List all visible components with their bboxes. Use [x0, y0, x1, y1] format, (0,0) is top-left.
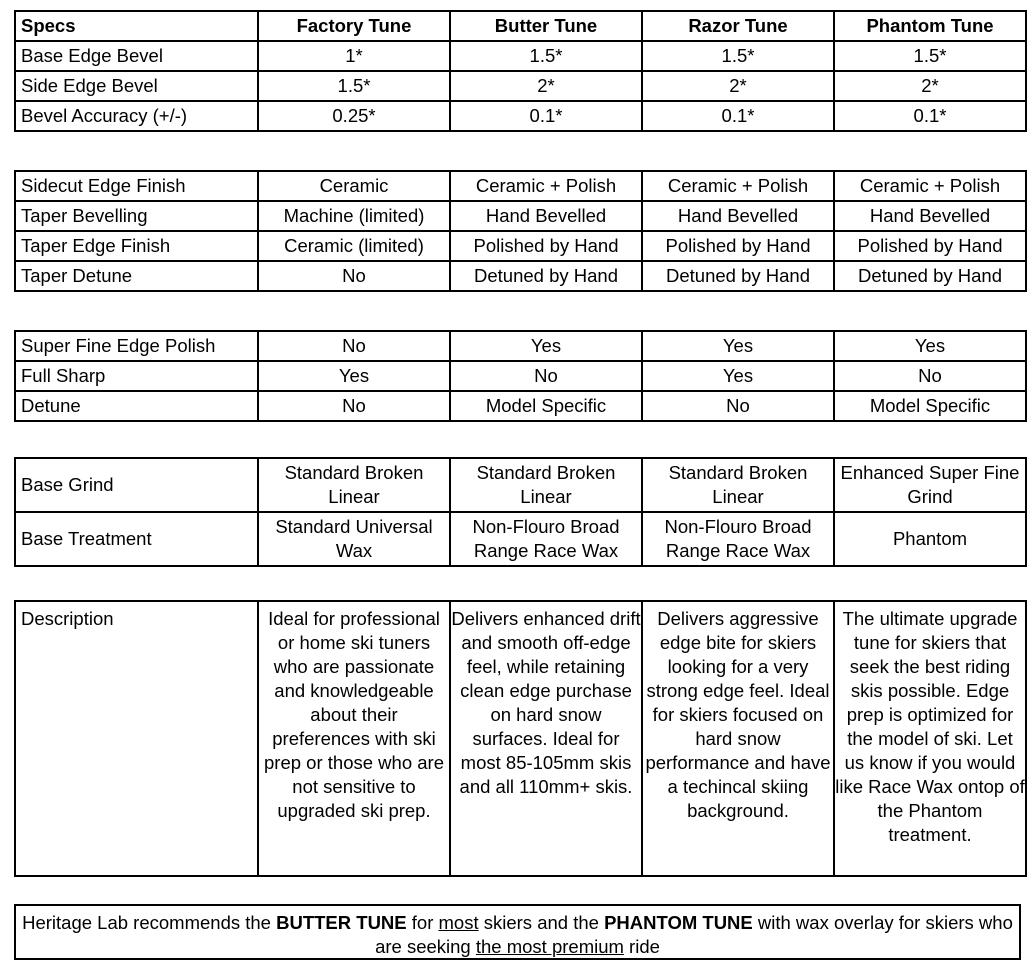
cell: Yes: [642, 331, 834, 361]
row-label: Detune: [15, 391, 258, 421]
cell: 0.1*: [450, 101, 642, 131]
cell: Model Specific: [450, 391, 642, 421]
cell: Machine (limited): [258, 201, 450, 231]
cell: Model Specific: [834, 391, 1026, 421]
row-label: Base Treatment: [15, 512, 258, 566]
cell: 2*: [834, 71, 1026, 101]
cell: Standard Broken Linear: [258, 458, 450, 512]
cell: Hand Bevelled: [834, 201, 1026, 231]
cell: Polished by Hand: [642, 231, 834, 261]
cell: 2*: [642, 71, 834, 101]
row-label: Taper Edge Finish: [15, 231, 258, 261]
cell: Standard Broken Linear: [450, 458, 642, 512]
table-row: [15, 101, 1026, 131]
cell: Hand Bevelled: [642, 201, 834, 231]
table-row: [15, 261, 1026, 291]
specs-table: [14, 10, 1027, 132]
cell: Ceramic + Polish: [642, 171, 834, 201]
cell: 2*: [450, 71, 642, 101]
cell: Yes: [834, 331, 1026, 361]
note-butter-tune: BUTTER TUNE: [276, 912, 407, 933]
table-row: [15, 231, 1026, 261]
specs-header: Specs: [15, 11, 258, 41]
note-text: ride: [623, 936, 660, 957]
cell: Detuned by Hand: [834, 261, 1026, 291]
cell: 0.25*: [258, 101, 450, 131]
note-most-premium: the most premium: [475, 936, 624, 957]
cell: Ceramic + Polish: [834, 171, 1026, 201]
cell: Non-Flouro Broad Range Race Wax: [642, 512, 834, 566]
cell: No: [642, 391, 834, 421]
table-row: [15, 201, 1026, 231]
note-text: for: [406, 912, 439, 933]
cell: Phantom: [834, 512, 1026, 566]
edge-finish-table: [14, 170, 1027, 292]
note-text: skiers and the: [478, 912, 605, 933]
row-label: Full Sharp: [15, 361, 258, 391]
cell: Enhanced Super Fine Grind: [834, 458, 1026, 512]
polish-table: [14, 330, 1027, 422]
cell: 1.5*: [450, 41, 642, 71]
table-row: [15, 171, 1026, 201]
row-label: Side Edge Bevel: [15, 71, 258, 101]
note-text: Heritage Lab recommends the: [22, 912, 277, 933]
table-row: [15, 391, 1026, 421]
cell: 1.5*: [834, 41, 1026, 71]
table-row: [15, 361, 1026, 391]
description-table: [14, 600, 1027, 877]
row-label: Description: [15, 601, 258, 876]
note-most: most: [438, 912, 479, 933]
cell: Standard Broken Linear: [642, 458, 834, 512]
cell: Non-Flouro Broad Range Race Wax: [450, 512, 642, 566]
description-cell: Ideal for professional or home ski tuners who are passionate and knowledgeable about their preferences with ski prep or those who are not sensitive to upgraded ski prep.: [258, 601, 450, 876]
cell: Hand Bevelled: [450, 201, 642, 231]
cell: No: [258, 331, 450, 361]
cell: 0.1*: [834, 101, 1026, 131]
cell: Detuned by Hand: [642, 261, 834, 291]
table-row: [15, 41, 1026, 71]
tune-header-butter: Butter Tune: [450, 11, 642, 41]
description-cell: The ultimate upgrade tune for skiers that seek the best riding skis possible. Edge prep is optimized for the model of ski. Let us know if you would like Race Wax ontop of the Phantom treatment.: [834, 601, 1026, 876]
cell: Polished by Hand: [450, 231, 642, 261]
cell: No: [834, 361, 1026, 391]
tune-header-razor: Razor Tune: [642, 11, 834, 41]
description-cell: Delivers enhanced drift and smooth off-edge feel, while retaining clean edge purchase on hard snow surfaces. Ideal for most 85-105mm skis and all 110mm+ skis.: [450, 601, 642, 876]
cell: Yes: [642, 361, 834, 391]
row-label: Super Fine Edge Polish: [15, 331, 258, 361]
cell: Ceramic (limited): [258, 231, 450, 261]
cell: 0.1*: [642, 101, 834, 131]
tune-header-factory: Factory Tune: [258, 11, 450, 41]
table-row: [15, 512, 1026, 566]
note-text: with wax overlay for skiers who are seeking: [375, 912, 1013, 957]
cell: 1.5*: [642, 41, 834, 71]
cell: Yes: [450, 331, 642, 361]
cell: Detuned by Hand: [450, 261, 642, 291]
row-label: Base Edge Bevel: [15, 41, 258, 71]
row-label: Sidecut Edge Finish: [15, 171, 258, 201]
cell: No: [258, 261, 450, 291]
table-row: [15, 458, 1026, 512]
row-label: Taper Detune: [15, 261, 258, 291]
cell: No: [258, 391, 450, 421]
cell: Ceramic + Polish: [450, 171, 642, 201]
row-label: Base Grind: [15, 458, 258, 512]
cell: 1.5*: [258, 71, 450, 101]
table-row: [15, 331, 1026, 361]
cell: No: [450, 361, 642, 391]
base-table: [14, 457, 1027, 567]
row-label: Bevel Accuracy (+/-): [15, 101, 258, 131]
cell: Standard Universal Wax: [258, 512, 450, 566]
table-row: [15, 601, 1026, 876]
cell: Polished by Hand: [834, 231, 1026, 261]
recommendation-note: [14, 904, 1021, 960]
cell: 1*: [258, 41, 450, 71]
table-row: [15, 71, 1026, 101]
cell: Ceramic: [258, 171, 450, 201]
cell: Yes: [258, 361, 450, 391]
row-label: Taper Bevelling: [15, 201, 258, 231]
header-row: [15, 11, 1026, 41]
tune-header-phantom: Phantom Tune: [834, 11, 1026, 41]
description-cell: Delivers aggressive edge bite for skiers looking for a very strong edge feel. Ideal for skiers focused on hard snow performance and have a techincal skiing background.: [642, 601, 834, 876]
note-phantom-tune: PHANTOM TUNE: [604, 912, 753, 933]
